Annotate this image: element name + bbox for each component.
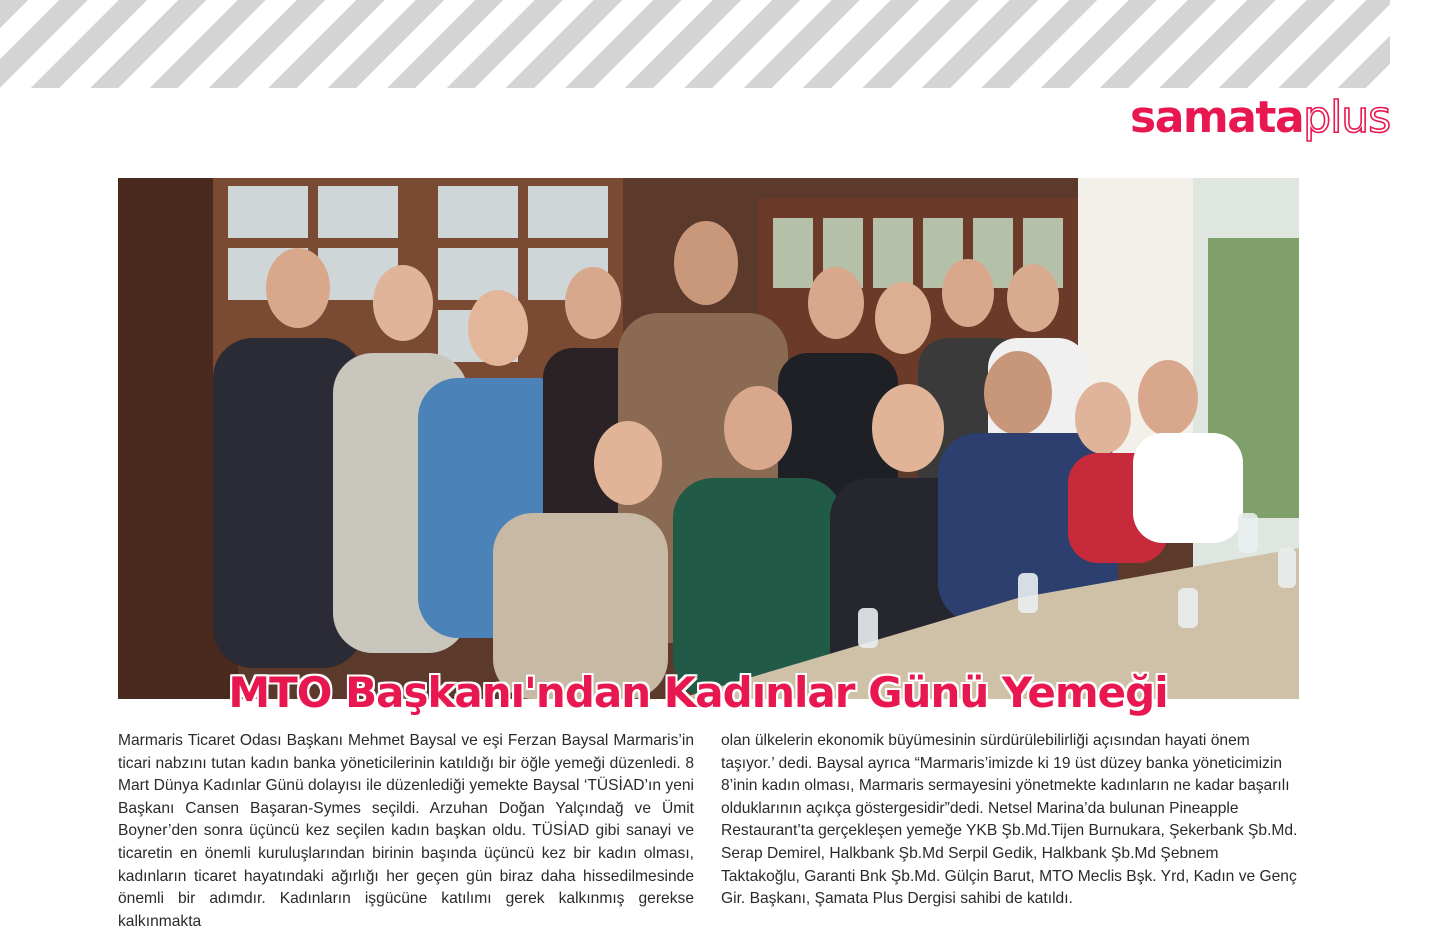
- article-right-column: [721, 730, 1301, 911]
- article-paragraph-left: Marmaris Ticaret Odası Başkanı Mehmet Baysal ve eşi Ferzan Baysal Marmaris’in ticari nabzını tutan kadın banka yöneticilerinin katıldığı bir öğle yemeği düzenledi. 8 Mart Dünya Kadınlar Günü dolayısı ile düzenlediği yemekte Baysal ‘TÜSİAD’ın yeni Başkanı Cansen Başaran-Symes seçildi. Arzuhan Doğan Yalçındağ ve Ümit Boyner’den sonra üçüncü kez seçilen kadın başkan oldu. TÜSİAD gibi sanayi ve ticaretin en önemli kuruluşlarından birinin başında üçüncü kez bir kadın olması, kadınların ticaret hayatındaki ağırlığı her geçen gün biraz daha hissedilmesinde önemli bir adımdır. Kadınların işgücüne katılımı gerek kalkınmış gerekse kalkınmakta: [118, 732, 694, 930]
- group-photo: [118, 178, 1299, 699]
- logo-main-text: samata: [1130, 92, 1304, 143]
- magazine-logo: [1130, 92, 1390, 148]
- article-headline: MTO Başkanı'ndan Kadınlar Günü Yemeği: [228, 668, 1168, 717]
- decorative-stripe-band: [0, 0, 1390, 88]
- article-left-column: [118, 730, 694, 933]
- article-paragraph-right: olan ülkelerin ekonomik büyümesinin sürdürülebilirliği açısından hayati önem taşıyor.’ dedi. Baysal ayrıca “Marmaris’imizde ki 19 üst düzey banka yöneticimizin 8’inin kadın olması, Marmaris sermayesini yönetmekte kadınların ne kadar başarılı olduklarının açıkça göstergesidir”dedi. Netsel Marina’da bulunan Pineapple Restaurant’ta gerçekleşen yemeğe YKB Şb.Md.Tijen Burnukara, Şekerbank Şb.Md. Serap Demirel, Halkbank Şb.Md Serpil Gedik, Halkbank Şb.Md Şebnem Taktakoğlu, Garanti Bnk Şb.Md. Gülçin Barut, MTO Meclis Bşk. Yrd, Kadın ve Genç Gir. Başkanı, Şamata Plus Dergisi sahibi de katıldı.: [721, 732, 1298, 908]
- logo-plus-text: plus: [1303, 92, 1391, 143]
